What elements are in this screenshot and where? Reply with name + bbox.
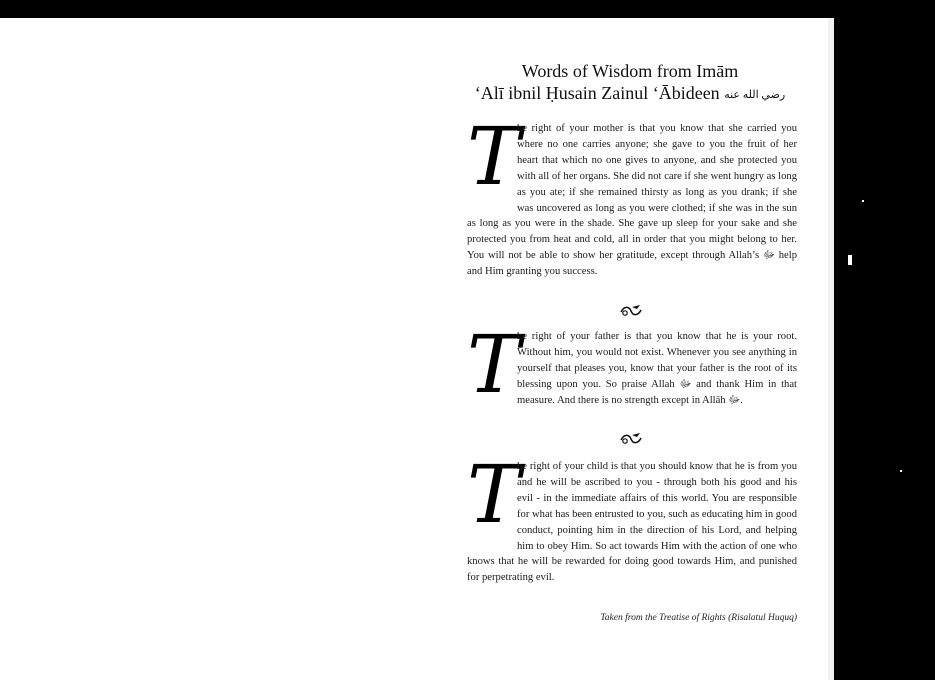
ornament-icon <box>619 432 643 446</box>
page-title <box>460 60 800 106</box>
page-edge <box>828 18 834 680</box>
paragraph-father <box>467 318 797 411</box>
source-citation: Taken from the Treatise of Rights (Risalatul Huquq) <box>600 613 797 623</box>
ornament-icon <box>619 304 643 318</box>
paragraph-text: he right of your child is that you should know that he is from you and he will be ascribed to you - through both his good and his evil - in the immediate affairs of this world. You are responsible for what has been entrusted to you, such as educating him in good conduct, pointing him in the direction of his Lord, and helping him to obey Him. So act towards Him with the action of one who knows that he will be rewarded for doing good towards Him, and punished for perpetrating evil. <box>467 461 797 584</box>
dropcap: T <box>467 448 521 541</box>
scan-speck <box>848 255 852 265</box>
scan-speck <box>900 470 902 472</box>
paragraph-text: he right of your mother is that you know that she carried you where no one carries anyone; she gave to you the fruit of her heart that which no one gives to anyone, and she protected you with all of her organs. She did not care if she went hungry as long as you ate; if she remained thirsty as long as you drank; if she was uncovered as long as you were clothed; if she was in the sun as long as you were in the shade. She gave up sleep for your sake and she protected you from heat and cold, all in order that you might belong to her. You will not be able to show her gratitude, except through Allah’s ﷻ help and Him granting you success. <box>467 123 797 278</box>
paragraph-text: he right of your father is that you know that he is your root. Without him, you would not exist. Whenever you see anything in yourself that pleases you, know that your father is the root of its blessing upon you. So praise Allah ﷻ and thank Him in that measure. And there is no strength except in Allāh ﷻ. <box>517 331 797 406</box>
scan-speck <box>862 200 864 202</box>
paragraph-child <box>467 448 797 586</box>
title-line-1: Words of Wisdom from Imām <box>521 61 739 81</box>
paragraph-mother <box>467 110 797 280</box>
dropcap: T <box>467 318 521 411</box>
honorific-symbol: رضي الله عنه <box>724 88 786 101</box>
dropcap: T <box>467 110 521 203</box>
title-line-2-text: ‘Alī ibnil Ḥusain Zainul ‘Ābideen <box>474 83 720 103</box>
title-line-2 <box>460 82 800 106</box>
